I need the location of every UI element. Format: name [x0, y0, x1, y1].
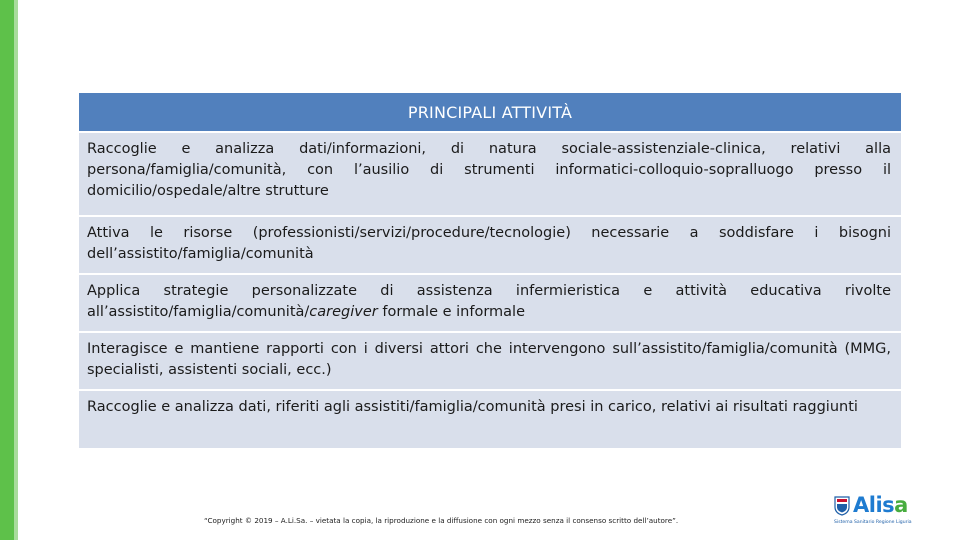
row-text-italic: caregiver: [309, 304, 378, 320]
logo-wordmark: Alisa: [853, 493, 908, 517]
table-row: [79, 217, 901, 275]
copyright-notice: “Copyright © 2019 – A.Li.Sa. – vietata la copia, la riproduzione e la diffusione con ogni mezzo senza il consenso scritto dell’autore”.: [204, 516, 679, 525]
table-row: [79, 275, 901, 333]
row-text: Attiva le risorse (professionisti/servizi/procedure/tecnologie) necessarie a soddisfare i bisogni dell’assistito/famiglia/comunità: [87, 225, 891, 262]
regione-liguria-shield-icon: [834, 496, 850, 516]
activities-table: [79, 93, 901, 448]
table-row: [79, 391, 901, 448]
logo-tagline: Sistema Sanitario Regione Liguria: [834, 520, 912, 525]
table-row: [79, 333, 901, 391]
table-header-label: PRINCIPALI ATTIVITÀ: [407, 102, 573, 122]
row-text: Applica strategie personalizzate di assistenza infermieristica e attività educativa rivolte all’assistito/famiglia/comunità/: [87, 283, 891, 320]
row-text: Interagisce e mantiene rapporti con i diversi attori che intervengono sull’assistito/famiglia/comunità (MMG, specialisti, assistenti sociali, ecc.): [87, 341, 891, 378]
row-text: Raccoglie e analizza dati/informazioni, di natura sociale-assistenziale-clinica, relativi alla persona/famiglia/comunità, con l’ausilio di strumenti informatici-colloquio-sopralluogo presso il domicilio/ospedale/altre strutture: [87, 141, 891, 199]
row-text: Raccoglie e analizza dati, riferiti agli assistiti/famiglia/comunità presi in carico, relativi ai risultati raggiunti: [87, 399, 858, 415]
table-header: [79, 93, 901, 133]
left-accent-bar: [0, 0, 14, 540]
alisa-logo: [831, 494, 923, 528]
row-text: formale e informale: [377, 304, 525, 320]
table-row: [79, 133, 901, 217]
